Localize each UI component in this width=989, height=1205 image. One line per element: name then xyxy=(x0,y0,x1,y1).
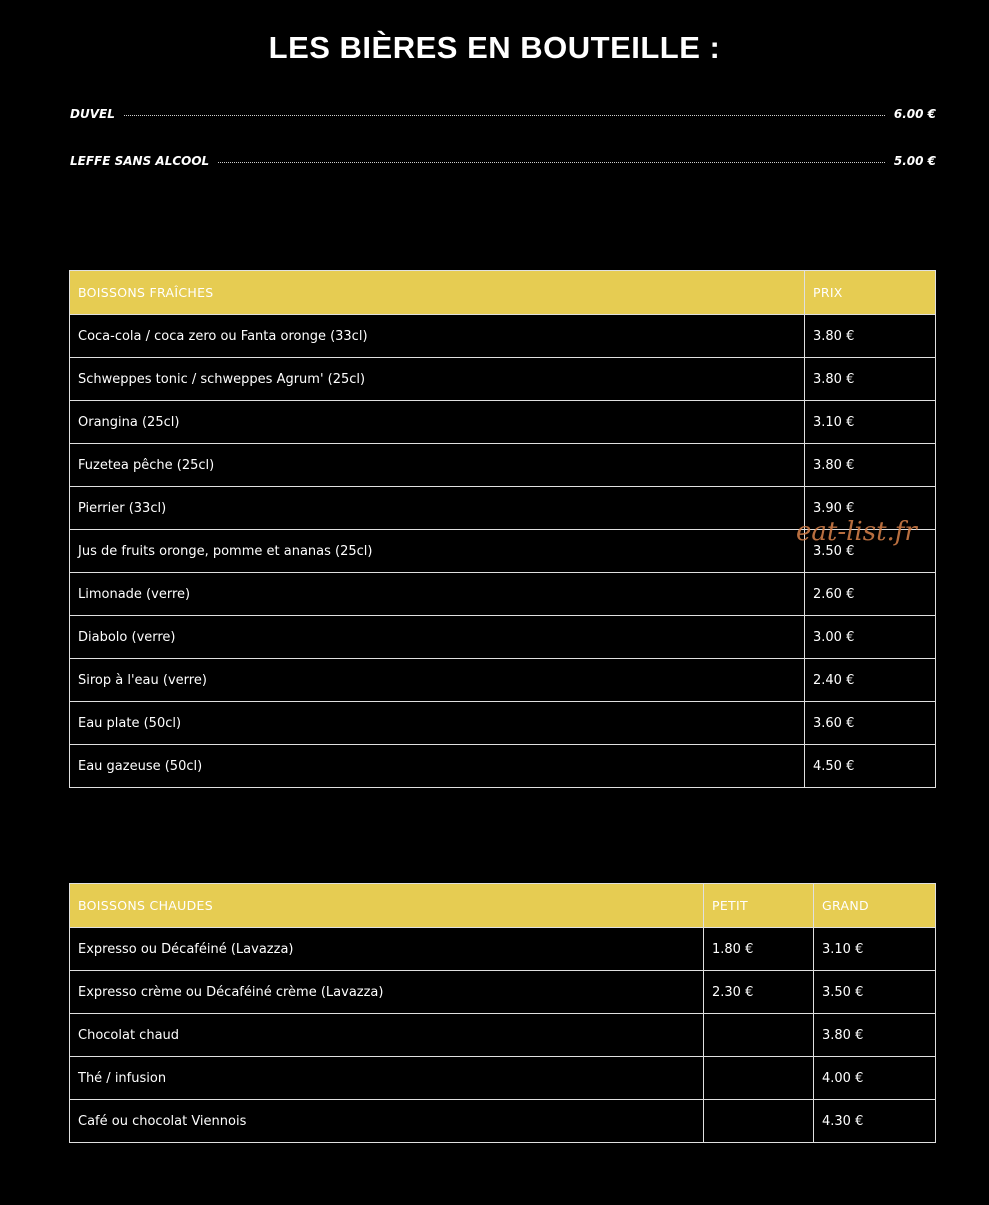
cell-name: Coca-cola / coca zero ou Fanta oronge (33cl) xyxy=(70,315,805,358)
table-row xyxy=(70,358,936,401)
beer-price: 5.00 € xyxy=(893,154,936,168)
beer-item-duvel xyxy=(70,104,936,124)
cell-price: 3.50 € xyxy=(805,530,936,573)
cell-name: Café ou chocolat Viennois xyxy=(70,1100,704,1143)
column-header-large: GRAND xyxy=(814,884,936,928)
dotted-leader xyxy=(218,162,885,163)
cell-name: Limonade (verre) xyxy=(70,573,805,616)
table-row xyxy=(70,1057,936,1100)
cell-price: 4.50 € xyxy=(805,745,936,788)
cell-price: 3.80 € xyxy=(805,315,936,358)
watermark: eat-list.fr xyxy=(796,517,917,547)
cell-price: 3.90 € xyxy=(805,487,936,530)
cell-name: Eau gazeuse (50cl) xyxy=(70,745,805,788)
cell-price: 3.10 € xyxy=(805,401,936,444)
table-row xyxy=(70,315,936,358)
cell-name: Jus de fruits oronge, pomme et ananas (25cl) xyxy=(70,530,805,573)
cell-name: Thé / infusion xyxy=(70,1057,704,1100)
cell-name: Expresso ou Décaféiné (Lavazza) xyxy=(70,928,704,971)
cell-price: 2.60 € xyxy=(805,573,936,616)
cell-name: Diabolo (verre) xyxy=(70,616,805,659)
cell-name: Fuzetea pêche (25cl) xyxy=(70,444,805,487)
column-header-price: PRIX xyxy=(805,271,936,315)
beer-name: LEFFE SANS ALCOOL xyxy=(70,154,210,168)
cell-price: 3.60 € xyxy=(805,702,936,745)
cell-name: Expresso crème ou Décaféiné crème (Lavazza) xyxy=(70,971,704,1014)
cell-name: Orangina (25cl) xyxy=(70,401,805,444)
column-header-name: BOISSONS FRAÎCHES xyxy=(70,271,805,315)
cell-large: 4.30 € xyxy=(814,1100,936,1143)
table-header-row xyxy=(70,884,936,928)
cell-small: 2.30 € xyxy=(704,971,814,1014)
table-row xyxy=(70,616,936,659)
cell-name: Sirop à l'eau (verre) xyxy=(70,659,805,702)
cell-name: Chocolat chaud xyxy=(70,1014,704,1057)
table-row xyxy=(70,702,936,745)
dotted-leader xyxy=(124,115,885,116)
beer-price: 6.00 € xyxy=(893,107,936,121)
table-header-row xyxy=(70,271,936,315)
cell-large: 4.00 € xyxy=(814,1057,936,1100)
table-row xyxy=(70,1100,936,1143)
cell-price: 2.40 € xyxy=(805,659,936,702)
cell-name: Schweppes tonic / schweppes Agrum' (25cl) xyxy=(70,358,805,401)
table-row xyxy=(70,971,936,1014)
hot-drinks-table xyxy=(69,883,936,1143)
column-header-small: PETIT xyxy=(704,884,814,928)
cell-price: 3.80 € xyxy=(805,358,936,401)
cell-price: 3.80 € xyxy=(805,444,936,487)
table-row xyxy=(70,928,936,971)
column-header-name: BOISSONS CHAUDES xyxy=(70,884,704,928)
beer-name: DUVEL xyxy=(70,107,115,121)
cell-price: 3.00 € xyxy=(805,616,936,659)
table-row xyxy=(70,745,936,788)
cell-small xyxy=(704,1057,814,1100)
table-row xyxy=(70,401,936,444)
cell-small xyxy=(704,1100,814,1143)
cell-large: 3.10 € xyxy=(814,928,936,971)
table-row xyxy=(70,1014,936,1057)
table-row xyxy=(70,444,936,487)
cell-large: 3.80 € xyxy=(814,1014,936,1057)
table-row xyxy=(70,659,936,702)
cell-small xyxy=(704,1014,814,1057)
cell-name: Pierrier (33cl) xyxy=(70,487,805,530)
page-title: LES BIÈRES EN BOUTEILLE : xyxy=(268,30,721,65)
beer-item-leffe xyxy=(70,151,936,171)
cell-small: 1.80 € xyxy=(704,928,814,971)
cell-large: 3.50 € xyxy=(814,971,936,1014)
table-row xyxy=(70,573,936,616)
cell-name: Eau plate (50cl) xyxy=(70,702,805,745)
